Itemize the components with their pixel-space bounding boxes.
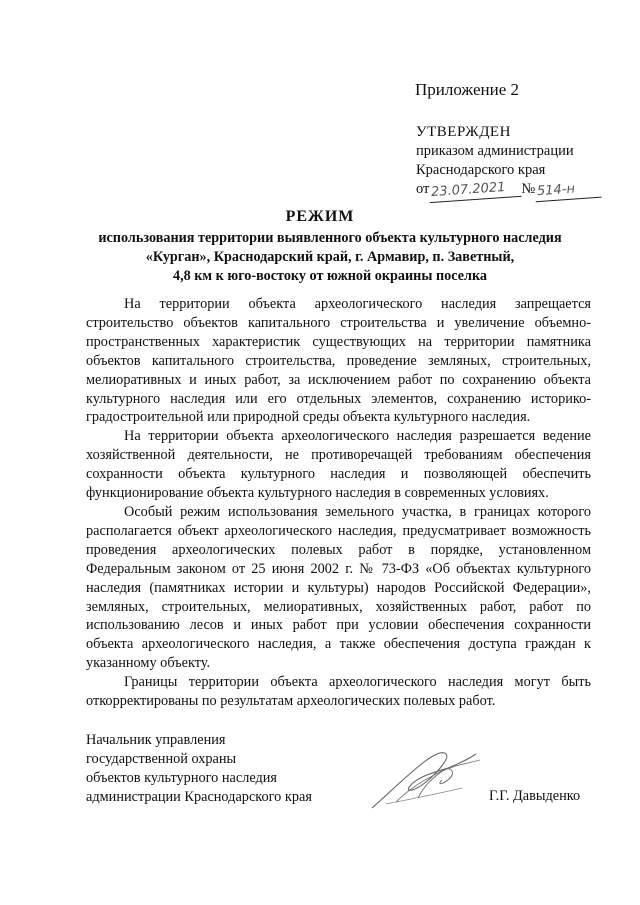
signer-line: объектов культурного наследия bbox=[86, 769, 277, 786]
subtitle-line: «Курган», Краснодарский край, г. Армавир, п. Заветный, bbox=[145, 249, 515, 265]
body-paragraph: На территории объекта археологического наследия разрешается ведение хозяйственной деятельности, не противоречащей требованиям обеспечения сохранности объекта культурного наследия и позволяющей обеспечить функционирование объекта культурного наследия в современных условиях. bbox=[86, 428, 591, 502]
signer-line: администрации Краснодарского края bbox=[86, 788, 312, 805]
signer-name: Г.Г. Давыденко bbox=[489, 788, 581, 804]
handwritten-date: 23.07.2021 bbox=[429, 177, 522, 203]
subtitle-line: 4,8 км к юго-востоку от южной окраины поселка bbox=[172, 268, 488, 284]
number-prefix: № bbox=[521, 181, 536, 197]
subtitle-line: использования территории выявленного объекта культурного наследия bbox=[98, 230, 562, 246]
appendix-label: Приложение 2 bbox=[415, 80, 519, 99]
document-body bbox=[86, 295, 591, 711]
signer-line: государственной охраны bbox=[86, 750, 237, 767]
region-line: Краснодарского края bbox=[416, 162, 546, 178]
signer-position bbox=[86, 731, 312, 807]
document-subtitle bbox=[70, 229, 590, 286]
date-prefix: от bbox=[416, 181, 430, 197]
approval-block bbox=[416, 123, 601, 200]
date-number-line bbox=[416, 180, 601, 200]
signer-line: Начальник управления bbox=[86, 732, 226, 748]
order-line: приказом администрации bbox=[416, 143, 574, 159]
handwritten-signature bbox=[366, 742, 486, 814]
document-title: РЕЖИМ bbox=[285, 208, 355, 225]
handwritten-number: 514-н bbox=[535, 178, 602, 203]
body-paragraph: На территории объекта археологического наследия запрещается строительство объектов капитального строительства и увеличение объемно-пространственных характеристик существующих на территории памятника объектов капитального строительства, проведение земляных, строительных, мелиоративных и иных работ, за исключением работ по сохранению объекта культурного наследия или его отдельных элементов, сохранению историко-градостроительной или природной среды объекта культурного наследия. bbox=[86, 296, 591, 426]
body-paragraph: Особый режим использования земельного участка, в границах которого располагается объект археологического наследия, предусматривает возможность проведения археологических полевых работ в порядке, установленном Федеральным законом от 25 июня 2002 г. № 73-ФЗ «Об объектах культурного наследия (памятниках истории и культуры) народов Российской Федерации», земляных, строительных, мелиоративных, хозяйственных работ, работ по использованию лесов и иных работ при условии обеспечения сохранности объекта археологического наследия, а также обеспечения доступа граждан к указанному объекту. bbox=[86, 503, 591, 672]
approved-heading: УТВЕРЖДЕН bbox=[416, 124, 511, 140]
body-paragraph: Границы территории объекта археологического наследия могут быть откорректированы по результатам археологических полевых работ. bbox=[86, 674, 591, 710]
